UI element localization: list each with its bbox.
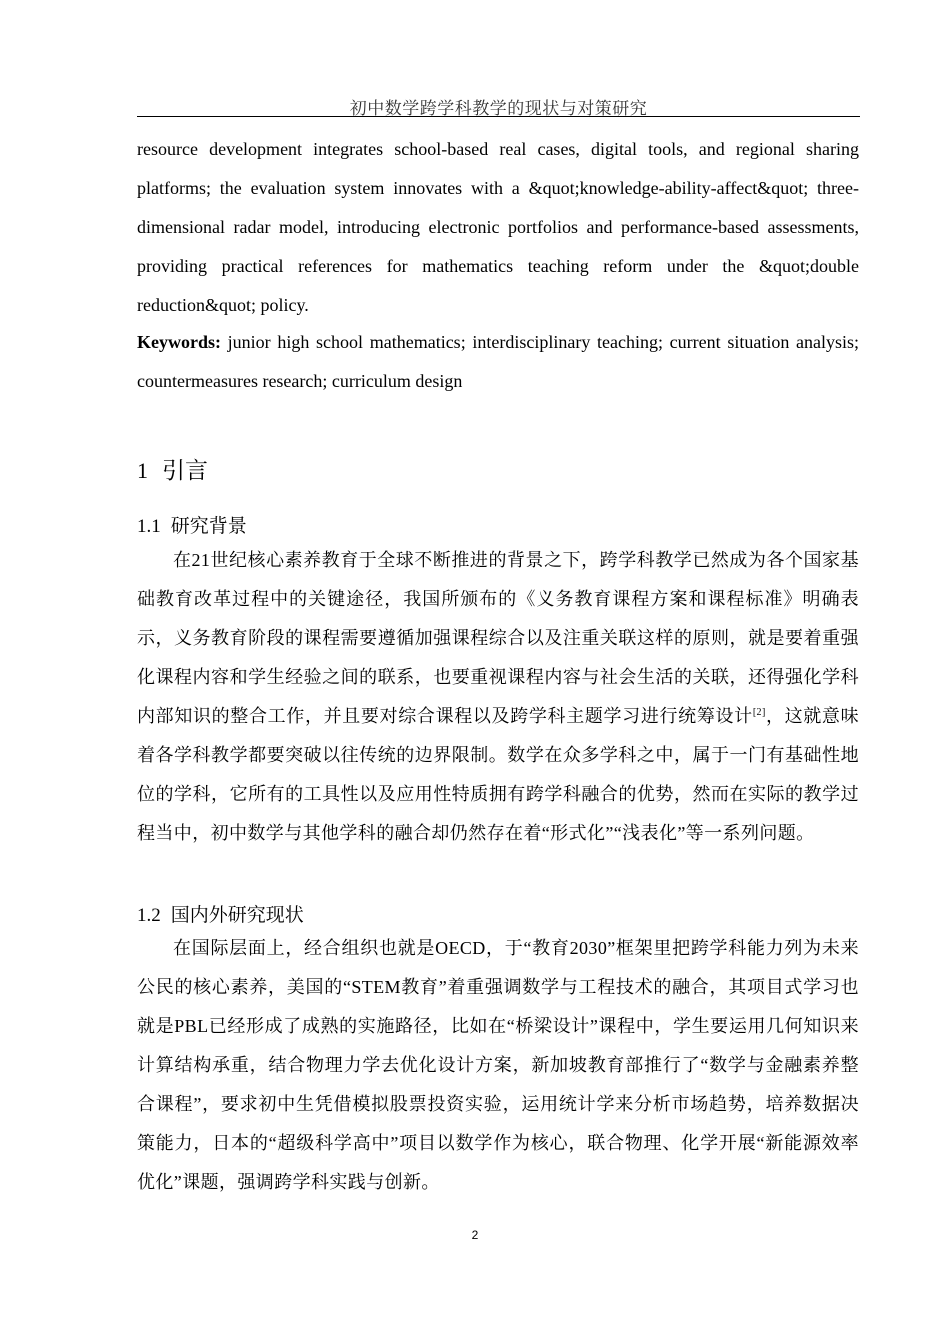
paragraph	[137, 541, 859, 853]
abstract-continuation	[137, 130, 859, 401]
page-number: 2	[471, 1228, 479, 1242]
section-number: 1	[137, 458, 148, 483]
paragraph-text: 在21世纪核心素养教育于全球不断推进的背景之下，跨学科教学已然成为各个国家基础教育改革过程中的关键途径，我国所颁布的《义务教育课程方案和课程标准》明确表示，义务教育阶段的课程需要遵循加强课程综合以及注重关联这样的原则，就是要着重强化课程内容和学生经验之间的联系，也要重视课程内容与社会生活的关联，还得强化学科内部知识的整合工作，并且要对综合课程以及跨学科主题学习进行统筹设计	[137, 550, 859, 726]
section-number: 1.1	[137, 516, 161, 537]
keywords-label: Keywords:	[137, 332, 221, 352]
paragraph-text: ，这就意味着各学科教学都要突破以往传统的边界限制。数学在众多学科之中，属于一门有基础性地位的学科，它所有的工具性以及应用性特质拥有跨学科融合的优势，然而在实际的教学过程当中，初中数学与其他学科的融合却仍然存在着“形式化”“浅表化”等一系列问题。	[137, 706, 859, 843]
section-title: 研究背景	[170, 515, 247, 537]
section-1-1-body	[137, 541, 859, 853]
section-heading-1-2	[137, 900, 304, 927]
section-title: 引言	[162, 458, 208, 484]
running-header: 初中数学跨学科教学的现状与对策研究	[349, 99, 648, 118]
citation-ref: [2]	[752, 707, 766, 718]
abstract-text: resource development integrates school-based real cases, digital tools, and regional sharing platforms; the evaluation system innovates with a &quot;knowledge-ability-affect&quot; three-dimensional radar model, introducing electronic portfolios and performance-based assessments, providing practical references for mathematics teaching reform under the &quot;double reduction&quot; policy.	[137, 139, 859, 315]
section-heading-1	[137, 452, 208, 485]
header-rule	[137, 116, 860, 117]
section-number: 1.2	[137, 905, 161, 926]
section-title: 国内外研究现状	[170, 904, 304, 926]
section-1-2-body	[137, 929, 859, 1202]
paragraph: 在国际层面上，经合组织也就是OECD，于“教育2030”框架里把跨学科能力列为未来公民的核心素养，美国的“STEM教育”着重强调数学与工程技术的融合，其项目式学习也就是PBL已经形成了成熟的实施路径，比如在“桥梁设计”课程中，学生要运用几何知识来计算结构承重，结合物理力学去优化设计方案，新加坡教育部推行了“数学与金融素养整合课程”，要求初中生凭借模拟股票投资实验，运用统计学来分析市场趋势，培养数据决策能力，日本的“超级科学高中”项目以数学作为核心，联合物理、化学开展“新能源效率优化”课题，强调跨学科实践与创新。	[137, 938, 859, 1192]
section-heading-1-1	[137, 511, 247, 538]
keywords-text: junior high school mathematics; interdisciplinary teaching; current situation analysis; countermeasures research; curriculum design	[137, 332, 859, 391]
keywords-line	[137, 323, 859, 401]
